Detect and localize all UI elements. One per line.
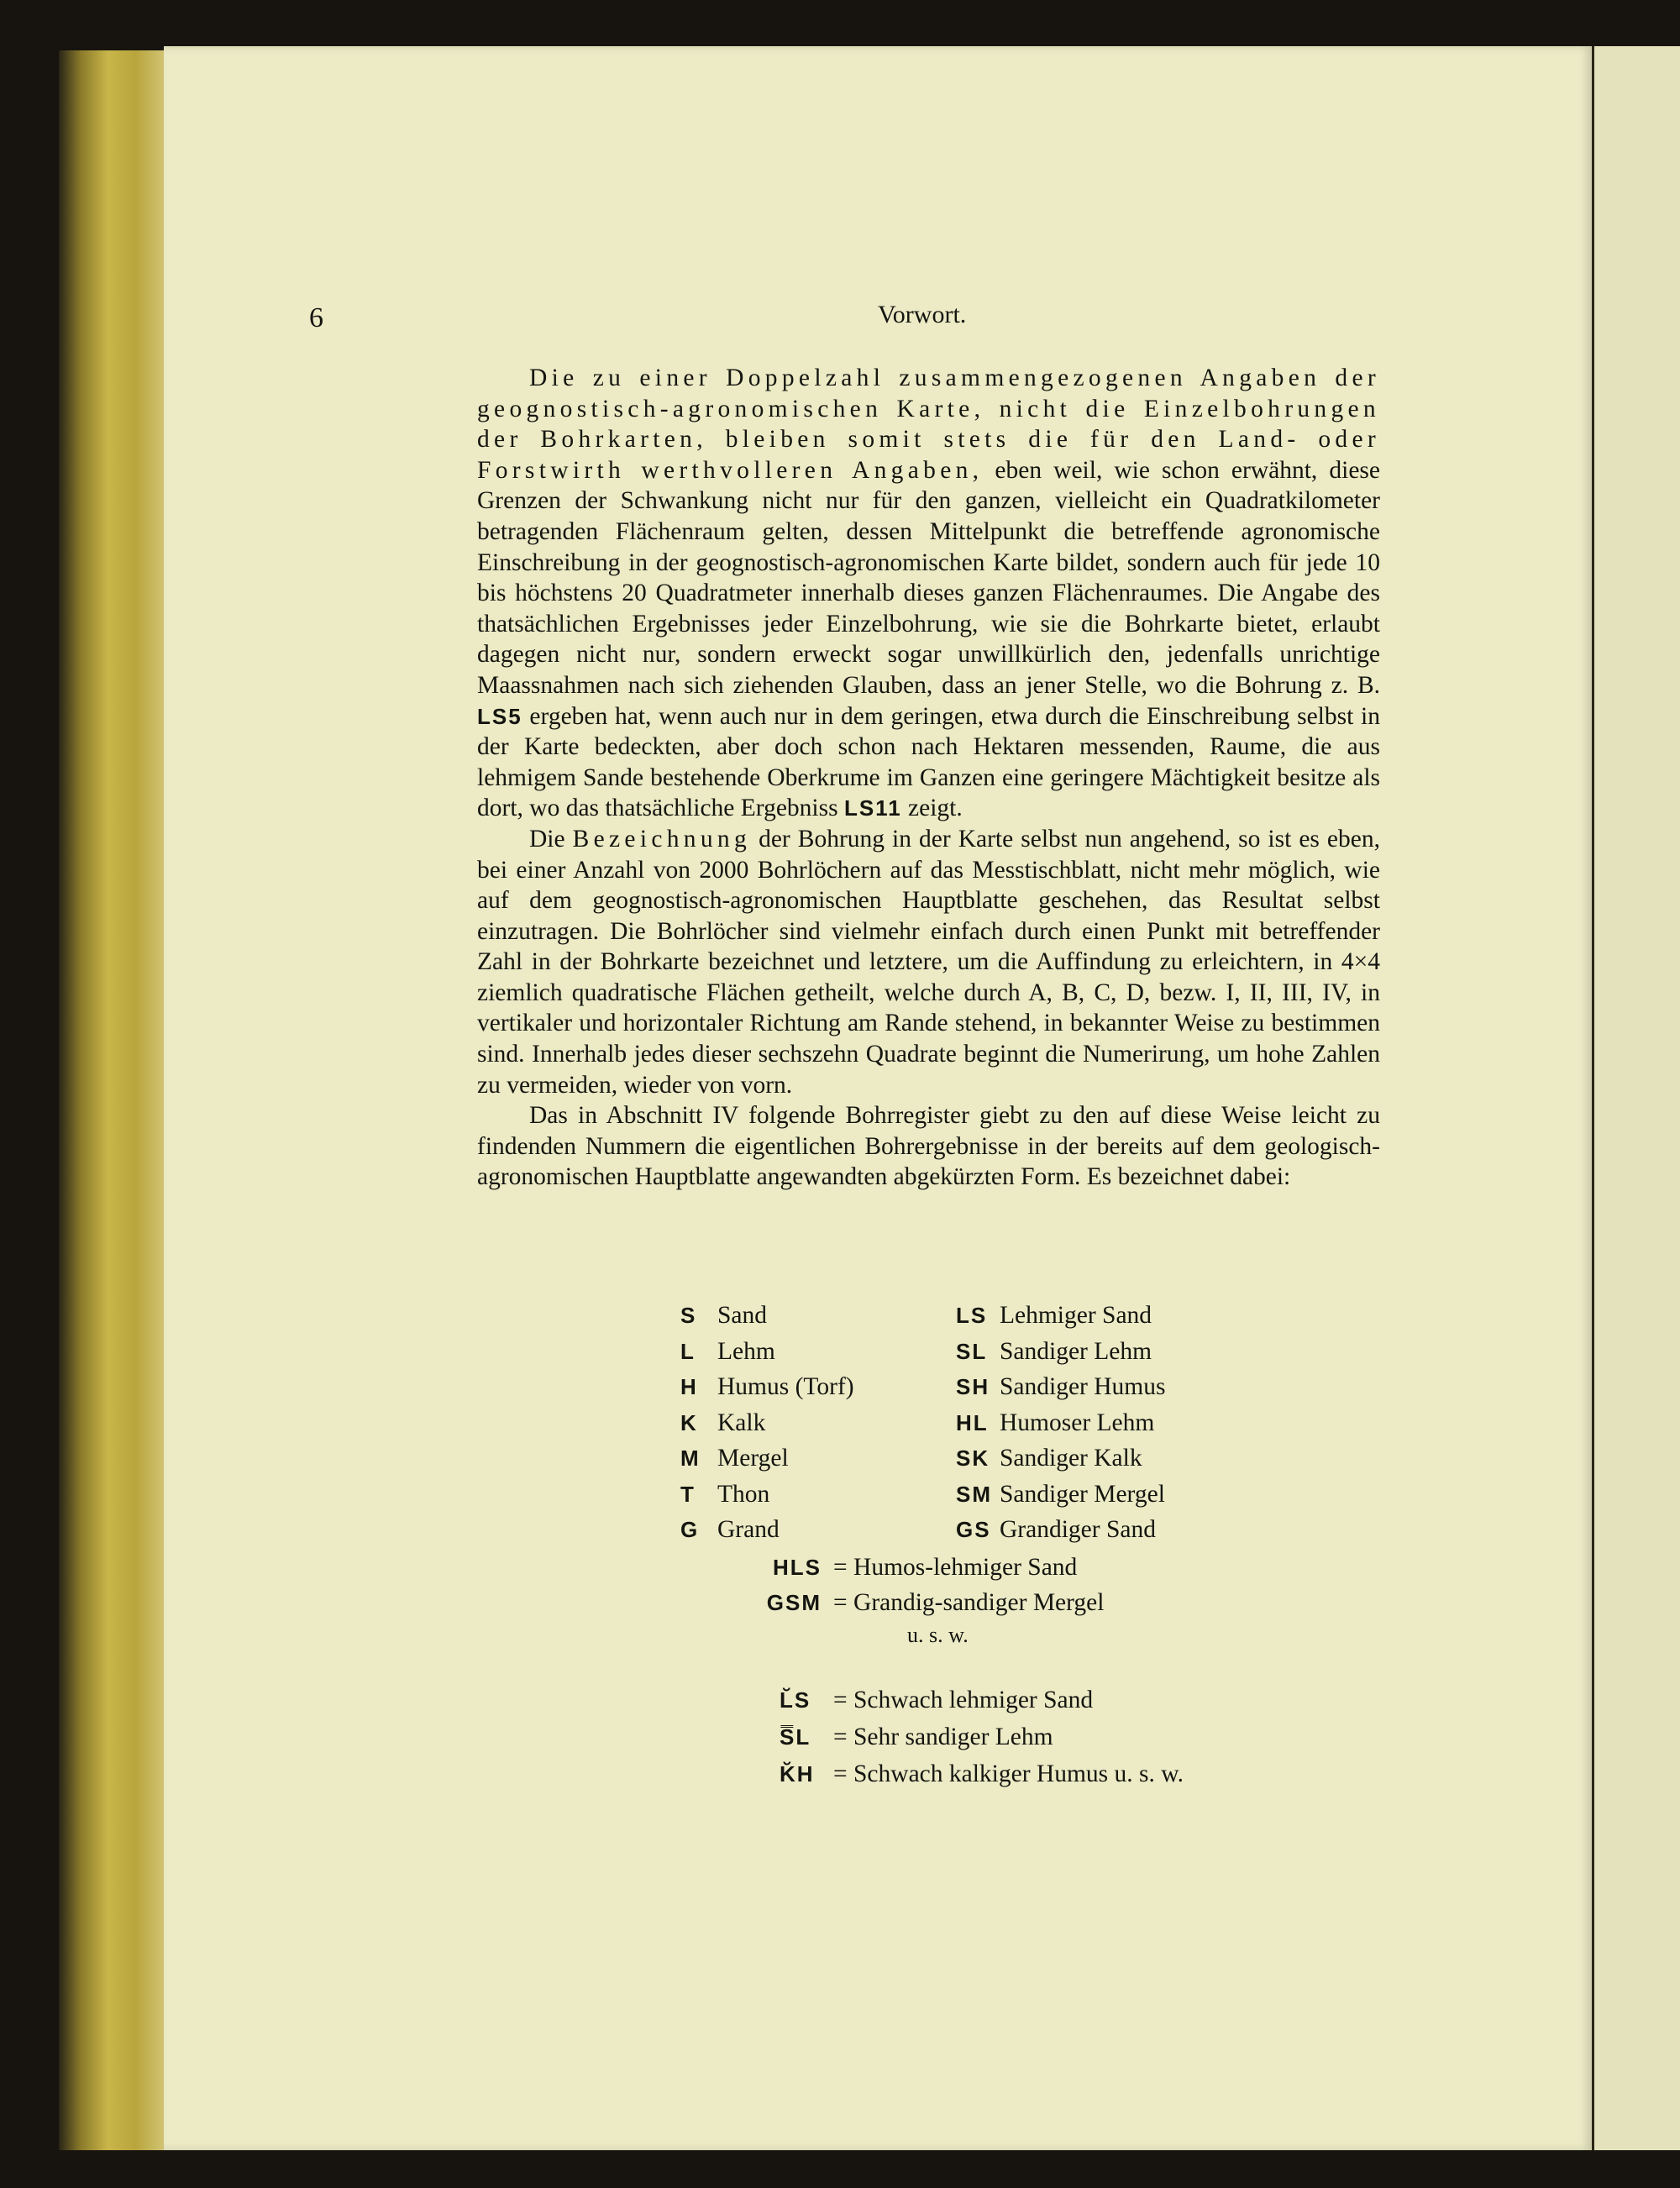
text: eben weil, wie schon erwähnt, diese Grenzen der Schwankung nicht nur für den ganzen, vielleicht ein Quadratkilometer betragenden Flächenraum gelten, dessen Mittelpunkt die betreffende agronomische Einschreibung in der geognostisch-agronomischen Karte bildet, sondern auch für jede 10 bis höchstens 20 Quadratmeter innerhalb dieses ganzen Flächenraumes. Die Angabe des thatsächlichen Ergebnisses jeder Einzelbohrung, wie sie die Bohrkarte bietet, erlaubt dagegen nicht nur, sondern erweckt sogar unwillkürlich den, jedenfalls unrichtige Maassnahmen nach sich ziehenden Glauben, dass an jener Stelle, wo die Bohrung z. B. [477, 456, 1380, 699]
soil-code: GSM [766, 1590, 822, 1615]
soil-code: GS [956, 1517, 991, 1542]
running-head: Vorwort. [878, 301, 967, 328]
soil-label: Grandiger Sand [1000, 1516, 1156, 1543]
soil-label: Sandiger Humus [1000, 1373, 1166, 1400]
legend-row [680, 1405, 854, 1441]
soil-label: Sandiger Mergel [1000, 1480, 1165, 1508]
equals-sign: = [833, 1760, 848, 1787]
legend-row [956, 1369, 1165, 1405]
soil-code: SM [956, 1481, 992, 1507]
soil-code: S [680, 1303, 697, 1328]
modifier-row [780, 1718, 1184, 1755]
soil-label: Sandiger Kalk [1000, 1445, 1142, 1472]
soil-label: Sandiger Lehm [1000, 1337, 1152, 1365]
soil-label: Thon [717, 1480, 770, 1508]
equals-sign: = [833, 1724, 848, 1750]
soil-code: SK [956, 1446, 990, 1471]
paragraph-2 [477, 824, 1380, 1100]
soil-code: G [680, 1517, 700, 1542]
text: der Bohrung in der Karte selbst nun angehend, so ist es eben, bei einer Anzahl von 2000 Bohrlöchern auf das Messtischblatt, nicht mehr möglich, wie auf dem geognostisch-agronomischen Hauptblatte geschehen, das Resultat selbst einzutragen. Die Bohrlöcher sind vielmehr einfach durch einen Punkt mit betreffender Zahl in der Bohrkarte bezeichnet und letztere, um die Auffindung zu erleichtern, in 4×4 ziemlich quadratische Flächen getheilt, welche durch A, B, C, D, bezw. I, II, III, IV, in vertikaler und horizontaler Richtung am Rande stehend, in bekannter Weise zu bestimmen sind. Innerhalb jedes dieser sechszehn Quadrate beginnt die Numerirung, um hohe Zahlen zu vermeiden, wieder von vorn. [477, 825, 1380, 1099]
soil-code: K̆H [780, 1761, 815, 1787]
page-number: 6 [309, 302, 323, 333]
soil-label: Grand [717, 1516, 780, 1543]
soil-code: LS11 [843, 795, 902, 821]
modifier-row [780, 1682, 1184, 1718]
legend-row [956, 1512, 1165, 1548]
text: Das in Abschnitt IV folgende Bohrregister giebt zu den auf diese Weise leicht zu findenden Nummern die eigentlichen Bohrergebnisse in der bereits auf dem geologisch-agronomischen Hauptblatte angewandten abgekürzten Form. Es bezeichnet dabei: [477, 1102, 1380, 1191]
etc-note: u. s. w. [907, 1623, 969, 1647]
soil-label: Humos-lehmiger Sand [853, 1554, 1078, 1581]
text: ergeben hat, wenn auch nur in dem geringen, etwa durch die Einschreibung selbst in der Karte bedeckten, aber doch schon nach Hektaren messenden, Raume, die aus lehmigem Sande bestehende Oberkrume im Ganzen eine geringere Mächtigkeit besitze als dort, wo das thatsächliche Ergebniss [477, 702, 1380, 822]
emphasis-spaced: Bezeichnung [572, 825, 752, 853]
combination-row [756, 1550, 1104, 1585]
soil-code: SL [956, 1338, 988, 1364]
soil-code: LS5 [477, 703, 522, 729]
soil-code: L [680, 1338, 696, 1364]
paragraph-1 [477, 363, 1380, 824]
soil-label: Humoser Lehm [1000, 1409, 1155, 1436]
soil-label: Lehmiger Sand [1000, 1302, 1152, 1329]
body-text [477, 363, 1380, 1193]
combination-list [756, 1550, 1104, 1620]
emphasis-spaced: Die zu einer Doppelzahl zusammengezogenen Angaben der geognostisch-agronomischen Karte, nicht die Einzelbohrungen der Bohrkarten, bleiben somit stets die für den Land- oder Forstwirth werthvolleren Angaben, [477, 365, 1380, 484]
soil-code: HL [956, 1409, 989, 1435]
legend-row [956, 1440, 1165, 1477]
legend-row [680, 1298, 854, 1334]
soil-code: H [680, 1374, 698, 1399]
equals-sign: = [833, 1554, 848, 1581]
soil-label: Sehr sandiger Lehm [853, 1724, 1053, 1750]
legend-row [956, 1477, 1165, 1513]
soil-label: Kalk [717, 1409, 766, 1436]
text: Die [529, 825, 573, 853]
legend-row [956, 1298, 1165, 1334]
soil-label: Sand [717, 1302, 767, 1329]
soil-code: HLS [773, 1555, 822, 1580]
soil-label: Grandig-sandiger Mergel [853, 1589, 1105, 1616]
legend-row [680, 1512, 854, 1548]
legend-left-column [680, 1298, 854, 1548]
soil-label: Mergel [717, 1445, 789, 1472]
soil-label: Humus (Torf) [717, 1373, 854, 1400]
legend-row [680, 1369, 854, 1405]
equals-sign: = [833, 1589, 848, 1616]
soil-code: M [680, 1446, 701, 1471]
text: zeigt. [901, 795, 963, 822]
legend-row [680, 1440, 854, 1477]
soil-code: T [680, 1481, 696, 1507]
book-page-edges [59, 50, 168, 2150]
modifier-list [780, 1682, 1184, 1792]
soil-code: S̿L [780, 1724, 811, 1750]
legend-row [956, 1334, 1165, 1370]
soil-code: L̆S [780, 1687, 811, 1713]
soil-code: LS [956, 1303, 988, 1328]
legend-row [956, 1405, 1165, 1441]
modifier-row [780, 1755, 1184, 1792]
paragraph-3 [477, 1100, 1380, 1193]
soil-code: SH [956, 1374, 990, 1399]
soil-label: Schwach kalkiger Humus u. s. w. [853, 1760, 1184, 1787]
legend-row [680, 1477, 854, 1513]
combination-row [756, 1585, 1104, 1620]
adjacent-page-edge [1592, 46, 1680, 2150]
soil-label: Lehm [717, 1337, 775, 1365]
soil-label: Schwach lehmiger Sand [853, 1687, 1094, 1713]
soil-code: K [680, 1409, 698, 1435]
legend-row [680, 1334, 854, 1370]
equals-sign: = [833, 1687, 848, 1713]
legend-right-column [956, 1298, 1165, 1548]
